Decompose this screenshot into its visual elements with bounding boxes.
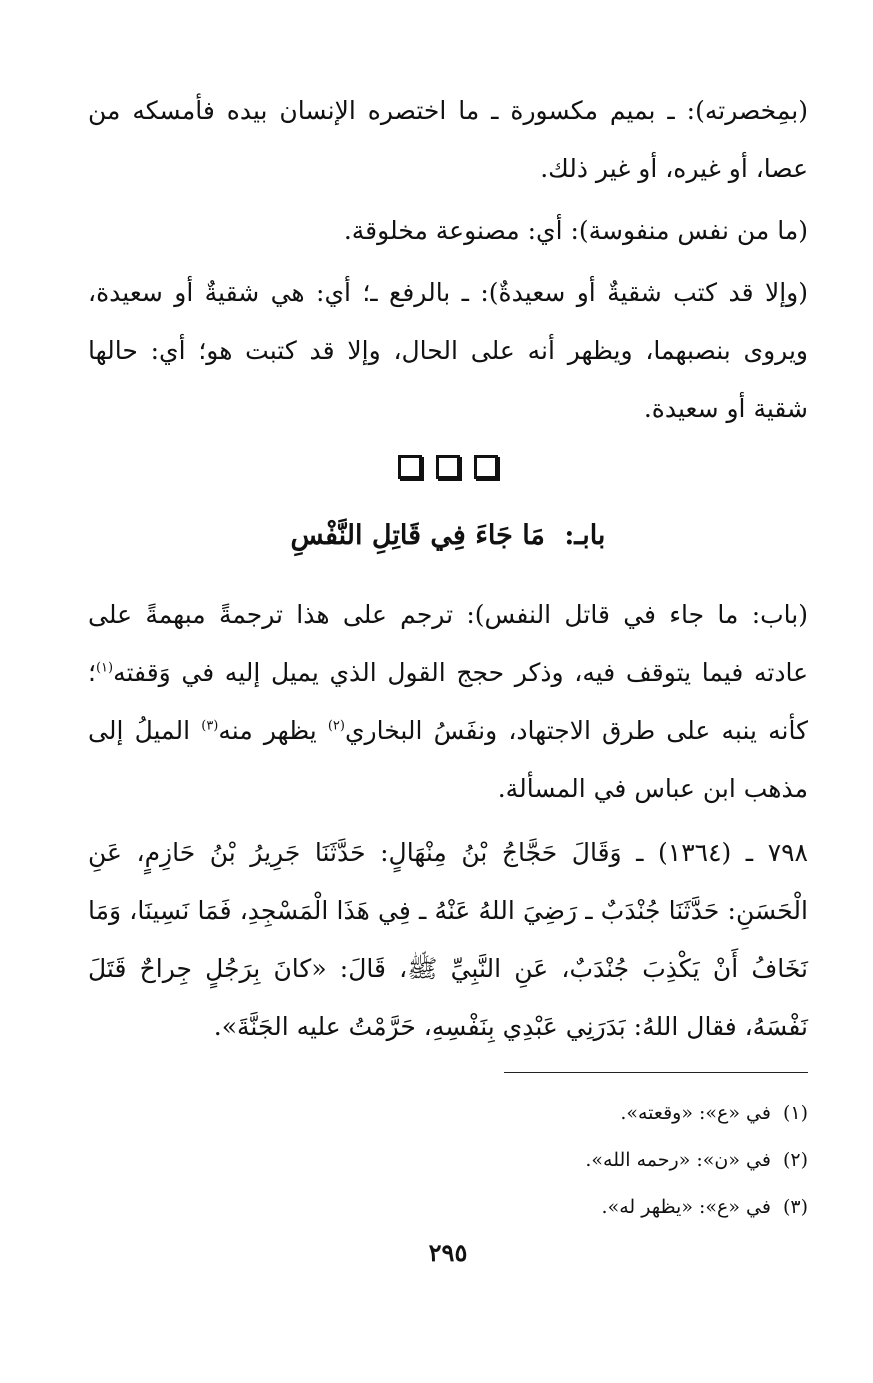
commentary-text-2: ؛ كأنه ينبه على طرق الاجتهاد، ونفَسُ البخاري bbox=[88, 658, 808, 745]
footnote-text: في «ع»: «وقعته». bbox=[620, 1102, 771, 1124]
square-ornament-icon bbox=[398, 455, 422, 479]
footnote-separator bbox=[504, 1072, 808, 1073]
section-divider-ornament bbox=[88, 455, 808, 479]
footnote-item bbox=[88, 1184, 808, 1231]
footnote-number: (٢) bbox=[782, 1149, 808, 1171]
footnote-item bbox=[88, 1137, 808, 1184]
hadith-paragraph: ٧٩٨ ـ (١٣٦٤) ـ وَقَالَ حَجَّاجُ بْنُ مِنْهَالٍ: حَدَّثَنَا جَرِيرُ بْنُ حَازِمٍ، عَنِ الْحَسَنِ: حَدَّثَنَا جُنْدَبٌ ـ رَضِيَ اللهُ عَنْهُ ـ فِي هَذَا الْمَسْجِدِ، فَمَا نَسِينَا، وَمَا نَخَافُ أَنْ يَكْذِبَ جُنْدَبٌ، عَنِ النَّبِيِّ ﷺ، قَالَ: «كانَ بِرَجُلٍ جِراحٌ قَتَلَ نَفْسَهُ، فقال اللهُ: بَدَرَنِي عَبْدِي بِنَفْسِهِ، حَرَّمْتُ عليه الجَنَّةَ». bbox=[88, 838, 808, 1041]
footnote-item bbox=[88, 1090, 808, 1137]
square-ornament-icon bbox=[474, 455, 498, 479]
footnote-ref-1: (١) bbox=[95, 660, 114, 676]
footnotes-list bbox=[88, 1090, 808, 1231]
commentary-text-3: يظهر منه bbox=[218, 716, 328, 745]
commentary-text-1: (باب: ما جاء في قاتل النفس): ترجم على هذا ترجمةً مبهمةً على عادته فيما يتوقف فيه، وذكر حجج القول الذي يميل إليه في وَقفته bbox=[88, 600, 808, 687]
book-page bbox=[88, 80, 808, 1340]
footnote-number: (٣) bbox=[782, 1196, 808, 1218]
footnote-ref-3: (٣) bbox=[201, 718, 219, 734]
commentary-text-4: الميلُ إلى مذهب ابن عباس في المسألة. bbox=[88, 716, 808, 803]
footnote-ref-2: (٢) bbox=[327, 718, 345, 734]
chapter-label: بابـ: bbox=[564, 520, 606, 551]
footnote-text: في «ع»: «يظهر له». bbox=[601, 1196, 771, 1218]
page-number: ٢٩٥ bbox=[428, 1238, 468, 1267]
footnote-text: في «ن»: «رحمه الله». bbox=[585, 1149, 771, 1171]
chapter-heading bbox=[88, 520, 808, 551]
chapter-title-text: مَا جَاءَ فِي قَاتِلِ النَّفْسِ bbox=[290, 520, 545, 551]
paragraph-shaqiya-saida: (وإلا قد كتب شقيةٌ أو سعيدةٌ): ـ بالرفع ـ؛ أي: هي شقيةٌ أو سعيدة، ويروى بنصبهما، ويظهر أنه على الحال، وإلا قد كتبت هو؛ أي: حالها شقية أو سعيدة. bbox=[88, 278, 808, 423]
paragraph-bimikhsaratihi: (بمِخصرته): ـ بميم مكسورة ـ ما اختصره الإنسان بيده فأمسكه من عصا، أو غيره، أو غير ذلك. bbox=[88, 96, 808, 183]
commentary-paragraph bbox=[88, 586, 808, 818]
footnote-number: (١) bbox=[782, 1102, 808, 1124]
square-ornament-icon bbox=[436, 455, 460, 479]
paragraph-nafs-manfusa: (ما من نفس منفوسة): أي: مصنوعة مخلوقة. bbox=[343, 216, 808, 245]
